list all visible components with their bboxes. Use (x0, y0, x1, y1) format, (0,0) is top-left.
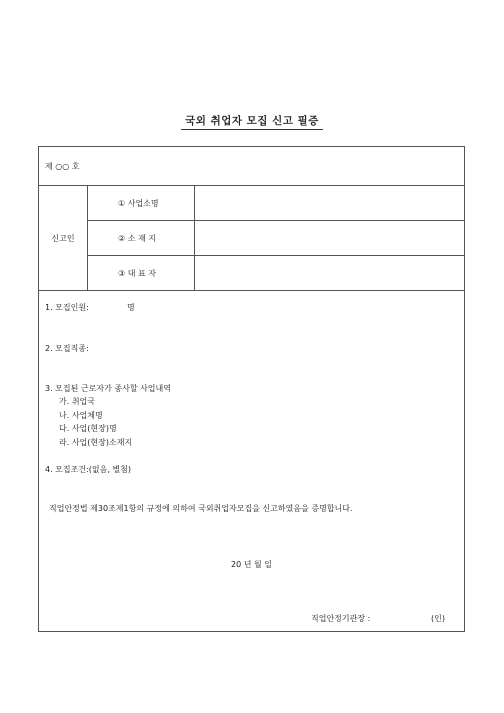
document-title (0, 113, 504, 130)
certificate-form (38, 146, 465, 632)
business-detail-item: 라. 사업(현장)소재지 (59, 438, 133, 447)
representative-label-cell (88, 256, 195, 291)
location-value[interactable] (196, 221, 464, 255)
location-label-cell (88, 221, 195, 255)
issuing-official: 직업안정기관장 : (311, 614, 371, 623)
recruit-count-unit: 명 (127, 303, 135, 312)
recruit-conditions-label: 4. 모집조건:(없음, 별첨) (45, 465, 132, 474)
certificate-number: 제 ○○ 호 (45, 162, 80, 171)
recruit-occupation-label: 2. 모집직종: (45, 344, 89, 353)
certification-statement: 직업안정법 제30조제1항의 규정에 의하여 국외취업자모집을 신고하였음을 증명합니다. (49, 504, 353, 513)
business-details-label: 3. 모집된 근로자가 종사할 사업내역 (45, 384, 171, 393)
representative-row (88, 256, 464, 291)
certificate-number-row (39, 147, 464, 186)
applicant-label-cell (39, 186, 88, 290)
business-detail-item: 가. 취업국 (59, 397, 95, 406)
applicant-section (39, 186, 464, 291)
representative-label: ③ 대 표 자 (118, 269, 156, 278)
document-title-text: 국외 취업자 모집 신고 필증 (181, 113, 323, 130)
business-name-label: ① 사업소명 (118, 199, 159, 208)
recruit-count-label: 1. 모집인원: (45, 303, 89, 312)
business-detail-item: 다. 사업(현장)명 (59, 424, 117, 433)
location-label: ② 소 재 지 (118, 234, 156, 243)
business-name-value[interactable] (196, 186, 464, 220)
representative-value[interactable] (196, 256, 464, 291)
location-row (88, 221, 464, 256)
business-detail-item: 나. 사업체명 (59, 411, 103, 420)
business-name-row (88, 186, 464, 221)
applicant-label: 신고인 (51, 234, 75, 243)
seal-mark: (인) (431, 614, 445, 623)
issue-date: 20 년 월 일 (231, 560, 272, 569)
business-name-label-cell (88, 186, 195, 220)
